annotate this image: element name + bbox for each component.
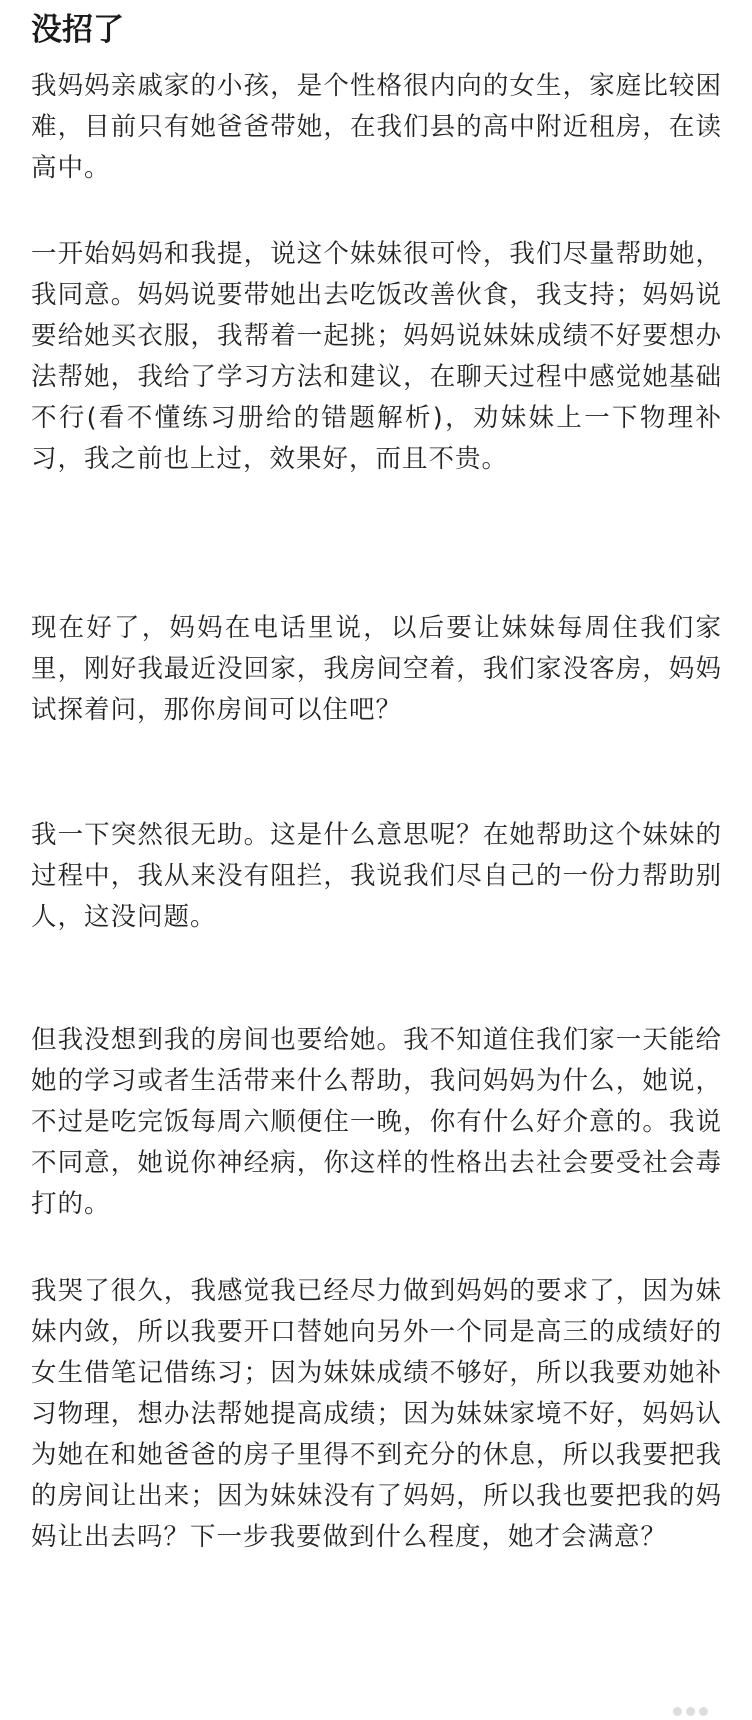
paragraph-3: 现在好了，妈妈在电话里说，以后要让妹妹每周住我们家里，刚好我最近没回家，我房间空着，我们家没客房，妈妈试探着问，那你房间可以住吧？ — [31, 613, 722, 725]
more-ellipsis-icon — [673, 1707, 708, 1716]
paragraph-1: 我妈妈亲戚家的小孩，是个性格很内向的女生，家庭比较困难，目前只有她爸爸带她，在我们县的高中附近租房，在读高中。 — [31, 71, 722, 183]
post-title: 没招了 — [31, 12, 124, 48]
paragraph-2: 一开始妈妈和我提，说这个妹妹很可怜，我们尽量帮助她，我同意。妈妈说要带她出去吃饭改善伙食，我支持；妈妈说要给她买衣服，我帮着一起挑；妈妈说妹妹成绩不好要想办法帮她，我给了学习方法和建议，在聊天过程中感觉她基础不行(看不懂练习册给的错题解析)，劝妹妹上一下物理补习，我之前也上过，效果好，而且不贵。 — [31, 239, 722, 474]
paragraph-6: 我哭了很久，我感觉我已经尽力做到妈妈的要求了，因为妹妹内敛，所以我要开口替她向另外一个同是高三的成绩好的女生借笔记借练习；因为妹妹成绩不够好，所以我要劝她补习物理，想办法帮她提高成绩；因为妹妹家境不好，妈妈认为她在和她爸爸的房子里得不到充分的休息，所以我要把我的房间让出来；因为妹妹没有了妈妈，所以我也要把我的妈妈让出去吗？下一步我要做到什么程度，她才会满意？ — [31, 1276, 722, 1552]
paragraph-4: 我一下突然很无助。这是什么意思呢？在她帮助这个妹妹的过程中，我从来没有阻拦，我说我们尽自己的一份力帮助别人，这没问题。 — [31, 820, 722, 932]
paragraph-5: 但我没想到我的房间也要给她。我不知道住我们家一天能给她的学习或者生活带来什么帮助，我问妈妈为什么，她说，不过是吃完饭每周六顺便住一晚，你有什么好介意的。我说不同意，她说你神经病，你这样的性格出去社会要受社会毒打的。 — [31, 1025, 722, 1219]
